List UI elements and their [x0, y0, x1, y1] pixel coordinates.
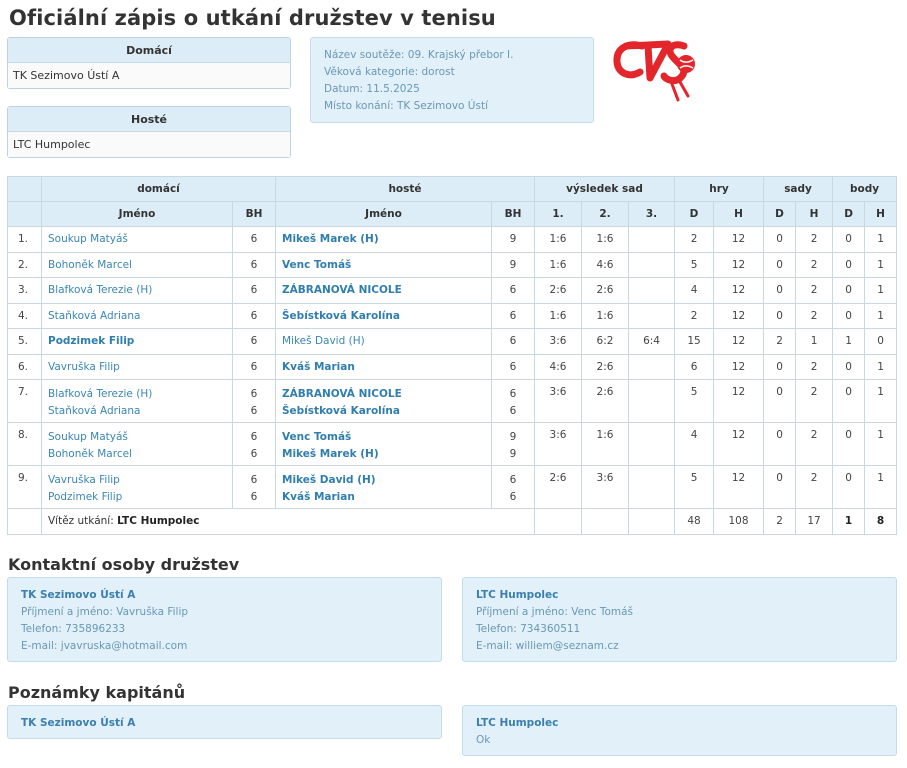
total-points-d: 1 [833, 509, 865, 535]
results-table [7, 176, 897, 535]
guest-player-line[interactable]: Mikeš David (H) [282, 474, 376, 486]
points-h: 1 [865, 303, 897, 329]
row-number: 5. [8, 329, 42, 355]
contacts-title: Kontaktní osoby družstev [8, 555, 240, 574]
guest-notes-team: LTC Humpolec [476, 717, 559, 729]
home-player[interactable]: Soukup Matyáš [42, 227, 233, 253]
guest-player-bh: 9 [492, 252, 535, 278]
home-player-line[interactable]: Soukup Matyáš [48, 431, 128, 443]
games-h: 12 [714, 380, 764, 423]
points-d: 0 [833, 278, 865, 304]
set-1-score: 4:6 [535, 354, 582, 380]
guest-contact-person: Příjmení a jméno: Venc Tomáš [476, 606, 634, 618]
set-3-score: 6:4 [629, 329, 675, 355]
home-player-bh: 6 [233, 303, 276, 329]
guest-player-bh: 6 [492, 354, 535, 380]
set-results-header: výsledek sad [535, 177, 675, 202]
home-player [42, 423, 233, 466]
games-h: 12 [714, 227, 764, 253]
total-games-d: 48 [675, 509, 714, 535]
games-h: 12 [714, 354, 764, 380]
set-2-score: 2:6 [582, 354, 629, 380]
home-contact-team: TK Sezimovo Ústí A [21, 589, 136, 601]
home-player-bh-line: 6 [250, 431, 258, 443]
points-d: 0 [833, 303, 865, 329]
guest-player-line[interactable]: ZÁBRANOVÁ NICOLE [282, 388, 402, 400]
col-guest-bh: BH [492, 202, 535, 227]
points-h: 1 [865, 252, 897, 278]
home-contact-email: E-mail: jvavruska@hotmail.com [21, 640, 188, 652]
sets-d: 0 [764, 423, 796, 466]
row-number: 4. [8, 303, 42, 329]
set-1-score: 3:6 [535, 329, 582, 355]
set-3-score [629, 278, 675, 304]
table-row [8, 466, 897, 509]
games-h: 12 [714, 278, 764, 304]
col-points-d: D [833, 202, 865, 227]
notes-title: Poznámky kapitánů [8, 683, 186, 702]
guest-player-bh: 6 [492, 303, 535, 329]
winner-name: LTC Humpolec [117, 515, 200, 528]
games-header: hry [675, 177, 764, 202]
guest-player-bh [492, 466, 535, 509]
home-player[interactable]: Blafková Terezie (H) [42, 278, 233, 304]
guest-player-bh-line: 6 [509, 405, 517, 417]
guest-player-bh: 6 [492, 278, 535, 304]
home-contact-person: Příjmení a jméno: Vavruška Filip [21, 606, 189, 618]
home-contact-box [7, 577, 442, 662]
guest-player-bh-line: 9 [509, 431, 517, 443]
guest-player-bh: 9 [492, 227, 535, 253]
set-3-score [629, 303, 675, 329]
sets-header: sady [764, 177, 833, 202]
guest-player-bh-line: 6 [509, 491, 517, 503]
home-player-bh-line: 6 [250, 448, 258, 460]
set-2-score: 6:2 [582, 329, 629, 355]
games-d: 5 [675, 252, 714, 278]
row-number: 6. [8, 354, 42, 380]
home-player-bh: 6 [233, 227, 276, 253]
points-h: 1 [865, 466, 897, 509]
row-number: 9. [8, 466, 42, 509]
home-player-bh: 6 [233, 329, 276, 355]
points-d: 0 [833, 227, 865, 253]
guest-player [276, 466, 492, 509]
home-notes-box [7, 705, 442, 739]
guest-player-bh [492, 423, 535, 466]
home-player[interactable]: Vavruška Filip [42, 354, 233, 380]
col-sets-d: D [764, 202, 796, 227]
total-sets-d: 2 [764, 509, 796, 535]
home-player [42, 380, 233, 423]
col-set-2: 2. [582, 202, 629, 227]
guest-contact-box [462, 577, 897, 662]
set-3-score [629, 354, 675, 380]
sets-h: 2 [796, 303, 833, 329]
games-d: 15 [675, 329, 714, 355]
table-row [8, 354, 897, 380]
guest-notes-box [462, 705, 897, 756]
points-d: 0 [833, 354, 865, 380]
points-h: 1 [865, 380, 897, 423]
set-1-score: 1:6 [535, 252, 582, 278]
games-d: 5 [675, 466, 714, 509]
set-3-score [629, 466, 675, 509]
games-d: 2 [675, 303, 714, 329]
row-number: 1. [8, 227, 42, 253]
guest-player-bh-line: 6 [509, 474, 517, 486]
match-date: Datum: 11.5.2025 [324, 83, 420, 95]
home-player-line[interactable]: Podzimek Filip [48, 491, 123, 503]
home-player-bh-line: 6 [250, 388, 258, 400]
home-player[interactable]: Podzimek Filip [42, 329, 233, 355]
guest-player[interactable]: Venc Tomáš [276, 252, 492, 278]
points-d: 0 [833, 380, 865, 423]
col-points-h: H [865, 202, 897, 227]
guest-player[interactable]: Kváš Marian [276, 354, 492, 380]
winner-label: Vítěz utkání: [48, 515, 114, 528]
sets-d: 0 [764, 354, 796, 380]
set-1-score: 3:6 [535, 423, 582, 466]
match-info-box [310, 37, 594, 123]
set-2-score: 2:6 [582, 278, 629, 304]
match-venue: Místo konání: TK Sezimovo Ústí [324, 100, 489, 112]
games-h: 12 [714, 252, 764, 278]
set-2-score: 3:6 [582, 466, 629, 509]
set-1-score: 1:6 [535, 303, 582, 329]
col-guest-name: Jméno [276, 202, 492, 227]
points-d: 1 [833, 329, 865, 355]
games-d: 6 [675, 354, 714, 380]
guest-contact-email: E-mail: williem@seznam.cz [476, 640, 619, 652]
page-title: Oficiální zápis o utkání družstev v tenisu [9, 6, 496, 30]
guest-player-bh-line: 9 [509, 448, 517, 460]
guest-player[interactable]: Mikeš Marek (H) [276, 227, 492, 253]
age-category: Věková kategorie: dorost [324, 66, 455, 78]
home-player-bh-line: 6 [250, 474, 258, 486]
games-h: 12 [714, 329, 764, 355]
home-player-bh [233, 380, 276, 423]
home-player-bh [233, 423, 276, 466]
sets-h: 2 [796, 227, 833, 253]
home-player-bh: 6 [233, 354, 276, 380]
sets-h: 2 [796, 278, 833, 304]
guest-player-line[interactable]: Venc Tomáš [282, 431, 352, 443]
sets-h: 2 [796, 380, 833, 423]
col-games-d: D [675, 202, 714, 227]
row-number: 8. [8, 423, 42, 466]
competition-name: Název soutěže: 09. Krajský přebor I. [324, 49, 514, 61]
set-2-score: 4:6 [582, 252, 629, 278]
col-set-1: 1. [535, 202, 582, 227]
set-3-score [629, 227, 675, 253]
guest-player [276, 380, 492, 423]
guest-player[interactable]: ZÁBRANOVÁ NICOLE [276, 278, 492, 304]
games-d: 4 [675, 278, 714, 304]
points-h: 1 [865, 227, 897, 253]
col-set-3: 3. [629, 202, 675, 227]
guest-group-header: hosté [276, 177, 535, 202]
tennis-federation-logo [608, 34, 702, 106]
home-team-name: TK Sezimovo Ústí A [8, 63, 290, 88]
set-1-score: 2:6 [535, 466, 582, 509]
corner-cell [8, 202, 42, 227]
home-player-line[interactable]: Blafková Terezie (H) [48, 388, 153, 400]
set-2-score: 2:6 [582, 380, 629, 423]
guest-team-header: Hosté [8, 107, 290, 132]
sets-h: 1 [796, 329, 833, 355]
sets-h: 2 [796, 252, 833, 278]
guest-team-box [7, 106, 291, 158]
total-points-h: 8 [865, 509, 897, 535]
table-row [8, 278, 897, 304]
footer-blank [8, 509, 42, 535]
games-d: 5 [675, 380, 714, 423]
sets-d: 2 [764, 329, 796, 355]
set-1-score: 2:6 [535, 278, 582, 304]
sets-d: 0 [764, 380, 796, 423]
set-2-score: 1:6 [582, 303, 629, 329]
guest-player-line[interactable]: Kváš Marian [282, 491, 355, 503]
points-d: 0 [833, 423, 865, 466]
guest-player-bh: 6 [492, 329, 535, 355]
col-home-name: Jméno [42, 202, 233, 227]
sets-d: 0 [764, 278, 796, 304]
home-player[interactable]: Staňková Adriana [42, 303, 233, 329]
sets-d: 0 [764, 252, 796, 278]
home-player-line[interactable]: Vavruška Filip [48, 474, 120, 486]
row-number: 2. [8, 252, 42, 278]
col-home-bh: BH [233, 202, 276, 227]
points-header: body [833, 177, 897, 202]
sets-h: 2 [796, 423, 833, 466]
set-1-score: 3:6 [535, 380, 582, 423]
guest-player[interactable]: Mikeš David (H) [276, 329, 492, 355]
sets-d: 0 [764, 303, 796, 329]
home-player [42, 466, 233, 509]
home-contact-phone: Telefon: 735896233 [21, 623, 126, 635]
games-d: 4 [675, 423, 714, 466]
row-number: 7. [8, 380, 42, 423]
col-games-h: H [714, 202, 764, 227]
home-player-bh-line: 6 [250, 405, 258, 417]
table-row [8, 303, 897, 329]
guest-player-line[interactable]: Šebístková Karolína [282, 405, 400, 417]
home-team-box [7, 37, 291, 89]
home-player-bh [233, 466, 276, 509]
guest-notes-text: Ok [476, 734, 491, 746]
games-h: 12 [714, 466, 764, 509]
points-h: 1 [865, 423, 897, 466]
set-2-score: 1:6 [582, 227, 629, 253]
games-h: 12 [714, 303, 764, 329]
guest-player-bh-line: 6 [509, 388, 517, 400]
table-row [8, 423, 897, 466]
guest-contact-team: LTC Humpolec [476, 589, 559, 601]
home-team-header: Domácí [8, 38, 290, 63]
sets-h: 2 [796, 354, 833, 380]
guest-player [276, 423, 492, 466]
home-player-bh-line: 6 [250, 491, 258, 503]
points-h: 1 [865, 278, 897, 304]
guest-player[interactable]: Šebístková Karolína [276, 303, 492, 329]
points-d: 0 [833, 252, 865, 278]
home-notes-team: TK Sezimovo Ústí A [21, 717, 136, 729]
sets-d: 0 [764, 466, 796, 509]
footer-blank [629, 509, 675, 535]
set-1-score: 1:6 [535, 227, 582, 253]
home-player-line[interactable]: Bohoněk Marcel [48, 448, 132, 460]
total-games-h: 108 [714, 509, 764, 535]
corner-cell [8, 177, 42, 202]
games-h: 12 [714, 423, 764, 466]
set-2-score: 1:6 [582, 423, 629, 466]
footer-blank [535, 509, 582, 535]
home-player-bh: 6 [233, 278, 276, 304]
table-row [8, 329, 897, 355]
table-row [8, 252, 897, 278]
games-d: 2 [675, 227, 714, 253]
sets-d: 0 [764, 227, 796, 253]
table-row [8, 227, 897, 253]
sets-h: 2 [796, 466, 833, 509]
home-player-line[interactable]: Staňková Adriana [48, 405, 141, 417]
guest-player-bh [492, 380, 535, 423]
home-player-bh: 6 [233, 252, 276, 278]
set-3-score [629, 423, 675, 466]
match-winner [42, 509, 535, 535]
total-sets-h: 17 [796, 509, 833, 535]
footer-blank [582, 509, 629, 535]
table-row [8, 380, 897, 423]
guest-team-name: LTC Humpolec [8, 132, 290, 157]
guest-player-line[interactable]: Mikeš Marek (H) [282, 448, 379, 460]
set-3-score [629, 252, 675, 278]
col-sets-h: H [796, 202, 833, 227]
points-d: 0 [833, 466, 865, 509]
points-h: 1 [865, 354, 897, 380]
points-h: 0 [865, 329, 897, 355]
guest-contact-phone: Telefon: 734360511 [476, 623, 581, 635]
home-player[interactable]: Bohoněk Marcel [42, 252, 233, 278]
row-number: 3. [8, 278, 42, 304]
set-3-score [629, 380, 675, 423]
home-group-header: domácí [42, 177, 276, 202]
